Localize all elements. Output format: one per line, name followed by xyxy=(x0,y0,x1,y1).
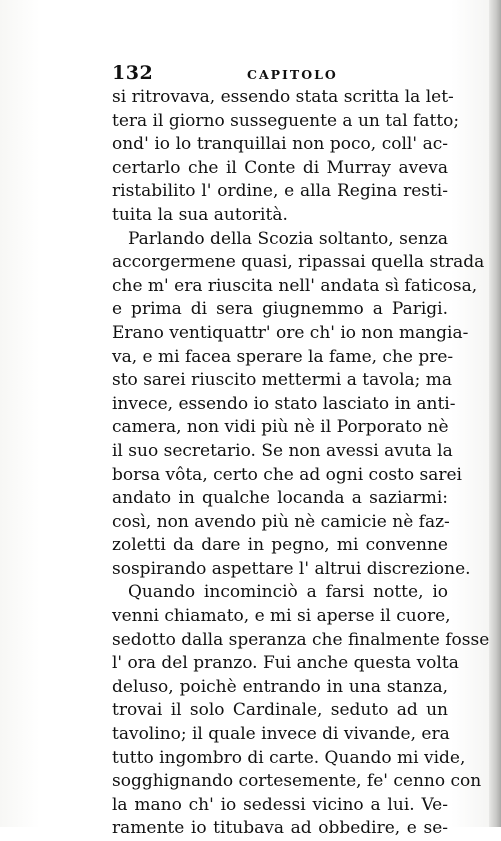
text-line: il suo secretario. Se non avessi avuta la xyxy=(112,440,453,461)
text-line: zoletti da dare in pegno, mi convenne xyxy=(112,535,448,556)
text-line: Quando incominciò a farsi notte, io xyxy=(128,582,448,603)
text-line: tutto ingombro di carte. Quando mi vide, xyxy=(112,747,466,768)
text-line: si ritrovava, essendo stata scritta la let- xyxy=(112,87,454,107)
text-line: deluso, poichè entrando in una stanza, xyxy=(112,676,448,697)
text-line: andato in qualche locanda a saziarmi: xyxy=(112,488,448,509)
page-number: 132 xyxy=(112,62,154,84)
page-header xyxy=(112,62,442,88)
text-line: che m' era riuscita nell' andata sì faticosa, xyxy=(112,275,478,296)
text-line: Erano ventiquattr' ore ch' io non mangia- xyxy=(112,322,469,343)
text-line: la mano ch' io sedessi vicino a lui. Ve- xyxy=(112,794,448,815)
text-line: sospirando aspettare l' altrui discrezione. xyxy=(112,558,471,579)
running-head: CAPITOLO xyxy=(247,67,338,82)
text-line: sedotto dalla speranza che finalmente fosse xyxy=(112,629,490,650)
text-line: tera il giorno susseguente a un tal fatto; xyxy=(112,110,460,131)
text-line: ristabilito l' ordine, e alla Regina resti- xyxy=(112,181,448,202)
text-line: camera, non vidi più nè il Porporato nè xyxy=(112,417,449,438)
text-line: ramente io titubava ad obbedire, e se- xyxy=(112,818,448,839)
text-line: sto sarei riuscito mettermi a tavola; ma xyxy=(112,370,453,391)
text-line: sogghignando cortesemente, fe' cenno con xyxy=(112,771,482,792)
text-line: l' ora del pranzo. Fui anche questa volta xyxy=(112,653,459,674)
text-line: certarlo che il Conte di Murray aveva xyxy=(112,157,448,178)
text-line: venni chiamato, e mi si aperse il cuore, xyxy=(112,606,451,627)
page-spine-edge xyxy=(489,0,501,827)
body-text xyxy=(112,86,490,841)
text-line: ond' io lo tranquillai non poco, coll' ac- xyxy=(112,134,448,155)
text-line: borsa vôta, certo che ad ogni costo sarei xyxy=(112,464,462,485)
text-line: tavolino; il quale invece di vivande, era xyxy=(112,724,450,745)
text-line: e prima di sera giugnemmo a Parigi. xyxy=(112,299,448,320)
text-line: tuita la sua autorità. xyxy=(112,204,288,225)
text-line: invece, essendo io stato lasciato in anti- xyxy=(112,393,456,414)
text-line: Parlando della Scozia soltanto, senza xyxy=(128,228,448,249)
text-line: accorgermene quasi, ripassai quella strada xyxy=(112,252,485,273)
text-line: va, e mi facea sperare la fame, che pre- xyxy=(112,346,454,367)
text-line: trovai il solo Cardinale, seduto ad un xyxy=(112,700,448,721)
text-line: così, non avendo più nè camicie nè faz- xyxy=(112,511,450,532)
